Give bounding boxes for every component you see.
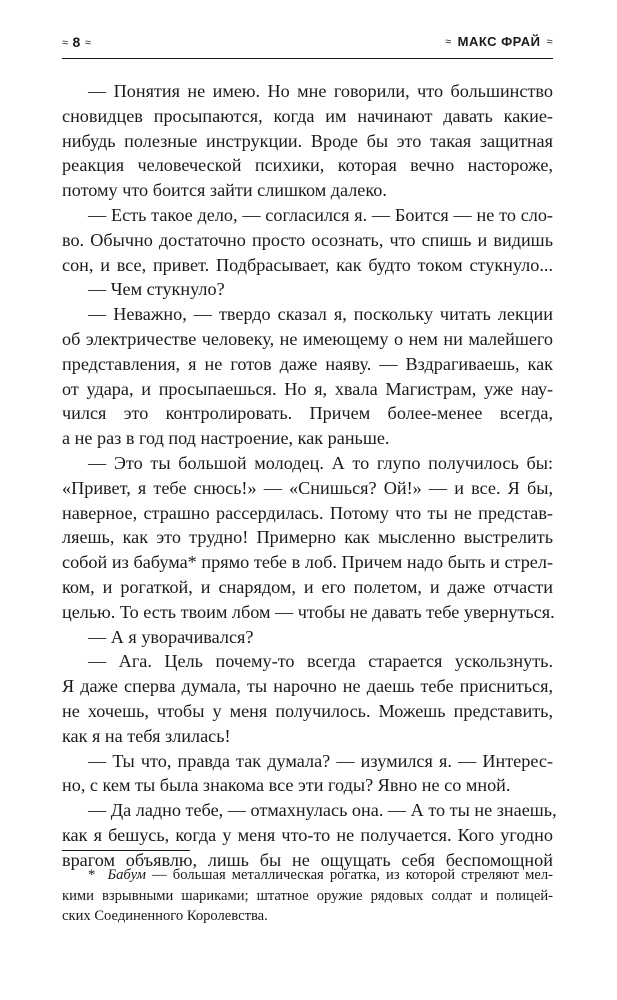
- text-line: как я бешусь, когда у меня что-то не получается. Кого угодно: [62, 824, 553, 845]
- text-line: ляешь, как это трудно! Примерно как мысленно выстрелить: [62, 527, 553, 548]
- page-number: 8: [72, 34, 81, 50]
- text-line: целью. То есть твоим лбом — чтобы не давать тебе увернуться.: [62, 601, 555, 622]
- footnote-marker: *: [88, 867, 96, 883]
- running-header: [62, 33, 553, 53]
- text-line: врагом объявлю, лишь бы не ощущать себя беспомощной: [62, 849, 553, 870]
- text-line: не хочешь, чтобы у меня получилось. Можешь представить,: [62, 700, 553, 721]
- text-line: — Ага. Цель почему-то всегда старается ускользнуть.: [88, 651, 553, 672]
- text-line: — Понятия не имею. Но мне говорили, что большинство: [88, 81, 553, 101]
- ornament-right-icon: ≈: [546, 36, 553, 48]
- text-line: ком, и рогаткой, и снарядом, и его полетом, и даже отчасти: [62, 576, 553, 597]
- body-text: [62, 79, 557, 873]
- text-line: как я на тебя злилась!: [62, 725, 231, 746]
- text-line: потому что боится зайти слишком далеко.: [62, 180, 387, 201]
- text-line: сновидцев просыпаются, когда им начинают давать какие-: [62, 105, 553, 126]
- footnote-divider: [62, 850, 190, 851]
- text-line: во. Обычно достаточно просто осознать, что спишь и видишь: [62, 229, 553, 250]
- text-line: собой из бабума* прямо тебе в лоб. Причем надо быть и стрел-: [62, 552, 553, 573]
- text-line: — Это ты большой молодец. А то глупо получилось бы:: [88, 452, 553, 473]
- text-line: но, с кем ты была знакома все эти годы? Явно не со мной.: [62, 775, 511, 796]
- ornament-right-icon: ≈: [84, 37, 92, 49]
- text-line: — Неважно, — твердо сказал я, поскольку читать лекции: [88, 304, 553, 325]
- text-line: реакция человеческой психики, которая вечно настороже,: [62, 155, 553, 176]
- text-line: — Да ладно тебе, — отмахнулась она. — А то ты не знаешь,: [88, 800, 557, 821]
- footnote-term: Бабум: [107, 867, 146, 883]
- text-line: а не раз в год под настроение, как раньше.: [62, 428, 390, 449]
- text-line: представления, я не готов даже наяву. — Вздрагиваешь, как: [62, 353, 553, 374]
- text-line: «Привет, я тебе снюсь!» — «Снишься? Ой!» — и все. Я бы,: [62, 477, 553, 498]
- footnote-line: кими взрывными шариками; штатное оружие рядовых солдат и полицей-: [62, 887, 553, 904]
- text-line: — Чем стукнуло?: [88, 279, 225, 300]
- text-line: от удара, и просыпаешься. Но я, хвала Магистрам, уже нау-: [62, 378, 553, 399]
- header-divider: [62, 58, 553, 59]
- text-line: — А я уворачивался?: [88, 626, 254, 647]
- ornament-left-icon: ≈: [445, 36, 452, 48]
- text-line: — Есть такое дело, — согласился я. — Боится — не то сло-: [88, 204, 553, 225]
- text-line: наверное, страшно рассердилась. Потому что ты не представ-: [62, 502, 553, 523]
- footnote-line: [62, 865, 553, 886]
- text-line: чился это контролировать. Причем более-менее всегда,: [62, 403, 553, 424]
- ornament-left-icon: ≈: [62, 37, 69, 49]
- text-line: Я даже сперва думала, ты нарочно не даешь тебе присниться,: [62, 676, 553, 697]
- author-block: [445, 33, 553, 51]
- footnote-line: ских Соединенного Королевства.: [62, 908, 268, 925]
- footnote-definition: — большая металлическая рогатка, из которой стреляют мел-: [146, 867, 554, 883]
- text-line: нибудь полезные инструкции. Вроде бы это такая защитная: [62, 130, 553, 151]
- text-line: — Ты что, правда так думала? — изумился я. — Интерес-: [88, 750, 553, 771]
- text-line: об электричестве человеку, не имеющему о нем ни малейшего: [62, 328, 553, 349]
- text-line: сон, и все, привет. Подбрасывает, как будто током стукнуло...: [62, 254, 553, 275]
- footnote: [62, 865, 553, 927]
- author-name: МАКС ФРАЙ: [457, 34, 541, 49]
- page-number-block: [62, 33, 91, 52]
